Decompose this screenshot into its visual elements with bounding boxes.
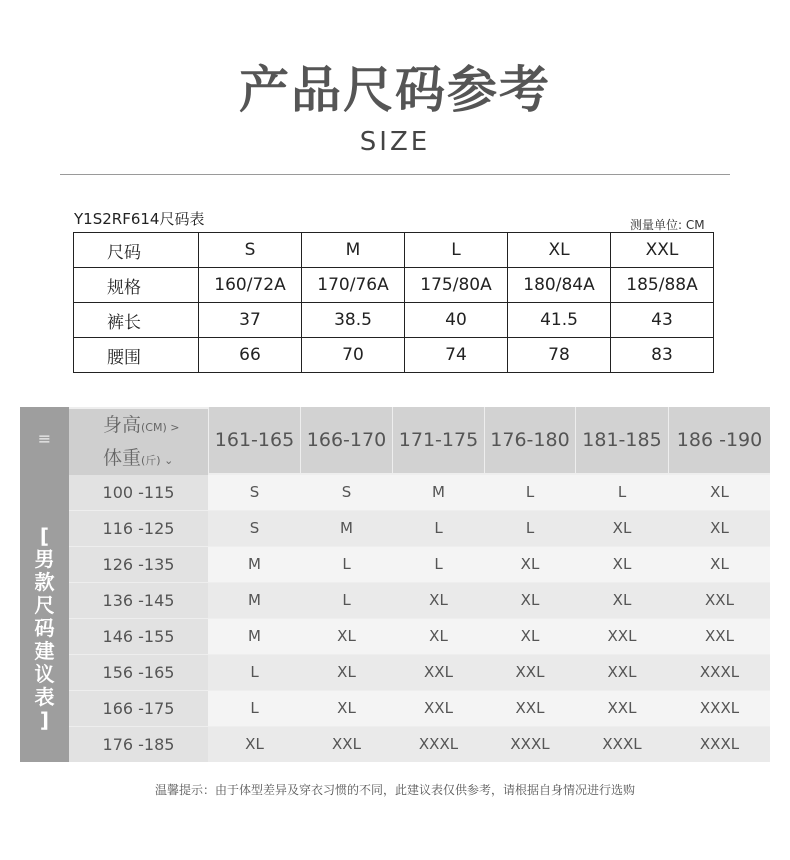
weight-header	[69, 442, 208, 475]
side-title-char: 款	[34, 570, 55, 594]
recommended-size-cell: XL	[612, 591, 632, 609]
recommended-size-cell: M	[432, 483, 445, 501]
side-title-char: [	[39, 524, 50, 548]
recommended-size-cell: S	[341, 483, 352, 501]
recommended-size-cell: XXXL	[602, 735, 642, 753]
recommended-size-cell: XL	[429, 627, 448, 645]
size-table-row-label: 规格	[74, 268, 199, 303]
weight-unit: (斤) ⌄	[141, 454, 174, 467]
recommended-size-cell: M	[248, 555, 261, 573]
size-table-cell: 160/72A	[199, 268, 302, 303]
side-title-char: 码	[34, 616, 55, 640]
recommended-size-cell: L	[250, 663, 259, 681]
recommendation-row	[69, 691, 770, 726]
size-table-header-cell: L	[405, 233, 508, 268]
size-table-cell: 74	[405, 338, 508, 373]
recommended-size-cell: XL	[520, 627, 540, 645]
recommended-size-cell: L	[434, 519, 443, 537]
size-table-row-label: 裤长	[74, 303, 199, 338]
recommended-size-cell: M	[340, 519, 353, 537]
recommended-size-cell: XL	[337, 699, 356, 717]
weight-range-cell: 100 -115	[69, 475, 208, 510]
footnote: 温馨提示：由于体型差异及穿衣习惯的不同，此建议表仅供参考，请根据自身情况进行选购	[154, 783, 635, 797]
weight-range-cell: 156 -165	[69, 655, 208, 690]
recommendation-table	[20, 407, 770, 762]
size-table-row	[74, 338, 714, 373]
size-table-cell: 66	[199, 338, 302, 373]
recommendation-row	[69, 511, 770, 546]
size-table-header-row	[74, 233, 714, 268]
size-table-header-cell: XL	[508, 233, 611, 268]
side-title-char: 建	[34, 639, 55, 663]
recommendation-row	[69, 619, 770, 654]
weight-range-cell: 176 -185	[69, 727, 208, 762]
recommendation-row	[69, 655, 770, 690]
weight-range-cell: 126 -135	[69, 547, 208, 582]
recommended-size-cell: L	[342, 555, 351, 573]
recommended-size-cell: M	[248, 627, 261, 645]
recommended-size-cell: L	[342, 591, 351, 609]
size-table-cell: 40	[405, 303, 508, 338]
size-table-cell: 180/84A	[508, 268, 611, 303]
recommended-size-cell: S	[249, 519, 260, 537]
size-table-cell: 38.5	[302, 303, 405, 338]
recommended-size-cell: XL	[337, 663, 356, 681]
side-title-char: 男	[34, 547, 55, 571]
page-subtitle: SIZE	[359, 127, 431, 157]
size-table-cell: 37	[199, 303, 302, 338]
page-title: 产品尺码参考	[239, 61, 551, 119]
recommended-size-cell: L	[525, 519, 535, 537]
recommended-size-cell: L	[250, 699, 259, 717]
weight-range-cell: 166 -175	[69, 691, 208, 726]
recommended-size-cell: XXL	[515, 699, 545, 717]
recommended-size-cell: L	[434, 555, 443, 573]
recommendation-sidebar	[20, 407, 69, 762]
recommended-size-cell: XL	[612, 519, 632, 537]
size-table-row-label: 腰围	[74, 338, 199, 373]
side-title-char: 表	[34, 685, 55, 709]
menu-icon: ≡	[37, 429, 52, 448]
size-table-cell: 175/80A	[405, 268, 508, 303]
recommended-size-cell: XXL	[607, 699, 637, 717]
recommended-size-cell: XXXL	[699, 663, 740, 681]
recommended-size-cell: S	[249, 483, 260, 501]
divider	[60, 174, 730, 175]
size-table-cell: 78	[508, 338, 611, 373]
height-range-header: 161-165	[209, 407, 300, 473]
recommended-size-cell: XXL	[424, 699, 453, 717]
size-table-header-label: 尺码	[74, 233, 199, 268]
recommended-size-cell: XL	[429, 591, 448, 609]
size-table-header-cell: XXL	[611, 233, 714, 268]
recommended-size-cell: XL	[612, 555, 632, 573]
size-table-cell: 43	[611, 303, 714, 338]
size-table-cell: 41.5	[508, 303, 611, 338]
size-table-header-cell: S	[199, 233, 302, 268]
height-unit: (CM) >	[141, 421, 180, 434]
recommended-size-cell: M	[248, 591, 261, 609]
recommendation-row	[69, 583, 770, 618]
recommended-size-cell: XL	[710, 519, 729, 537]
recommendation-row	[69, 547, 770, 582]
recommended-size-cell: XL	[710, 555, 729, 573]
recommended-size-cell: XXXL	[699, 735, 740, 753]
size-table-header-cell: M	[302, 233, 405, 268]
size-table	[73, 232, 714, 373]
height-header	[69, 409, 208, 442]
size-table-unit: 测量单位: CM	[630, 218, 705, 232]
weight-range-cell: 116 -125	[69, 511, 208, 546]
size-table-cell: 170/76A	[302, 268, 405, 303]
recommended-size-cell: XXL	[705, 591, 734, 609]
recommended-size-cell: XXXL	[699, 699, 740, 717]
size-table-cell: 70	[302, 338, 405, 373]
height-range-header: 186 -190	[669, 407, 770, 473]
height-range-header: 171-175	[393, 407, 484, 473]
recommended-size-cell: XXXL	[418, 735, 459, 753]
size-table-cell: 83	[611, 338, 714, 373]
recommended-size-cell: XL	[520, 555, 540, 573]
recommended-size-cell: XXL	[332, 735, 361, 753]
weight-range-cell: 146 -155	[69, 619, 208, 654]
side-title-char: ]	[39, 708, 50, 732]
side-title-char: 尺	[34, 593, 55, 617]
height-label: 身高	[103, 414, 142, 436]
size-table-row	[74, 303, 714, 338]
recommendation-row	[69, 727, 770, 762]
height-range-header: 166-170	[301, 407, 392, 473]
recommended-size-cell: L	[617, 483, 627, 501]
height-range-header: 176-180	[485, 407, 575, 473]
weight-range-cell: 136 -145	[69, 583, 208, 618]
recommended-size-cell: XXL	[515, 663, 545, 681]
recommended-size-cell: XXL	[607, 663, 637, 681]
side-title-char: 议	[34, 662, 55, 686]
height-range-header: 181-185	[576, 407, 668, 473]
recommended-size-cell: L	[525, 483, 535, 501]
recommended-size-cell: XL	[337, 627, 356, 645]
recommended-size-cell: XXXL	[510, 735, 550, 753]
size-table-row	[74, 268, 714, 303]
recommended-size-cell: XL	[245, 735, 264, 753]
size-table-cell: 185/88A	[611, 268, 714, 303]
weight-label: 体重	[103, 447, 142, 469]
recommended-size-cell: XXL	[705, 627, 734, 645]
recommendation-side-title	[20, 525, 69, 732]
recommended-size-cell: XL	[520, 591, 540, 609]
recommendation-row	[69, 475, 770, 510]
recommended-size-cell: XXL	[424, 663, 453, 681]
size-table-title: Y1S2RF614尺码表	[74, 210, 205, 228]
recommended-size-cell: XXL	[607, 627, 637, 645]
recommended-size-cell: XL	[710, 483, 729, 501]
